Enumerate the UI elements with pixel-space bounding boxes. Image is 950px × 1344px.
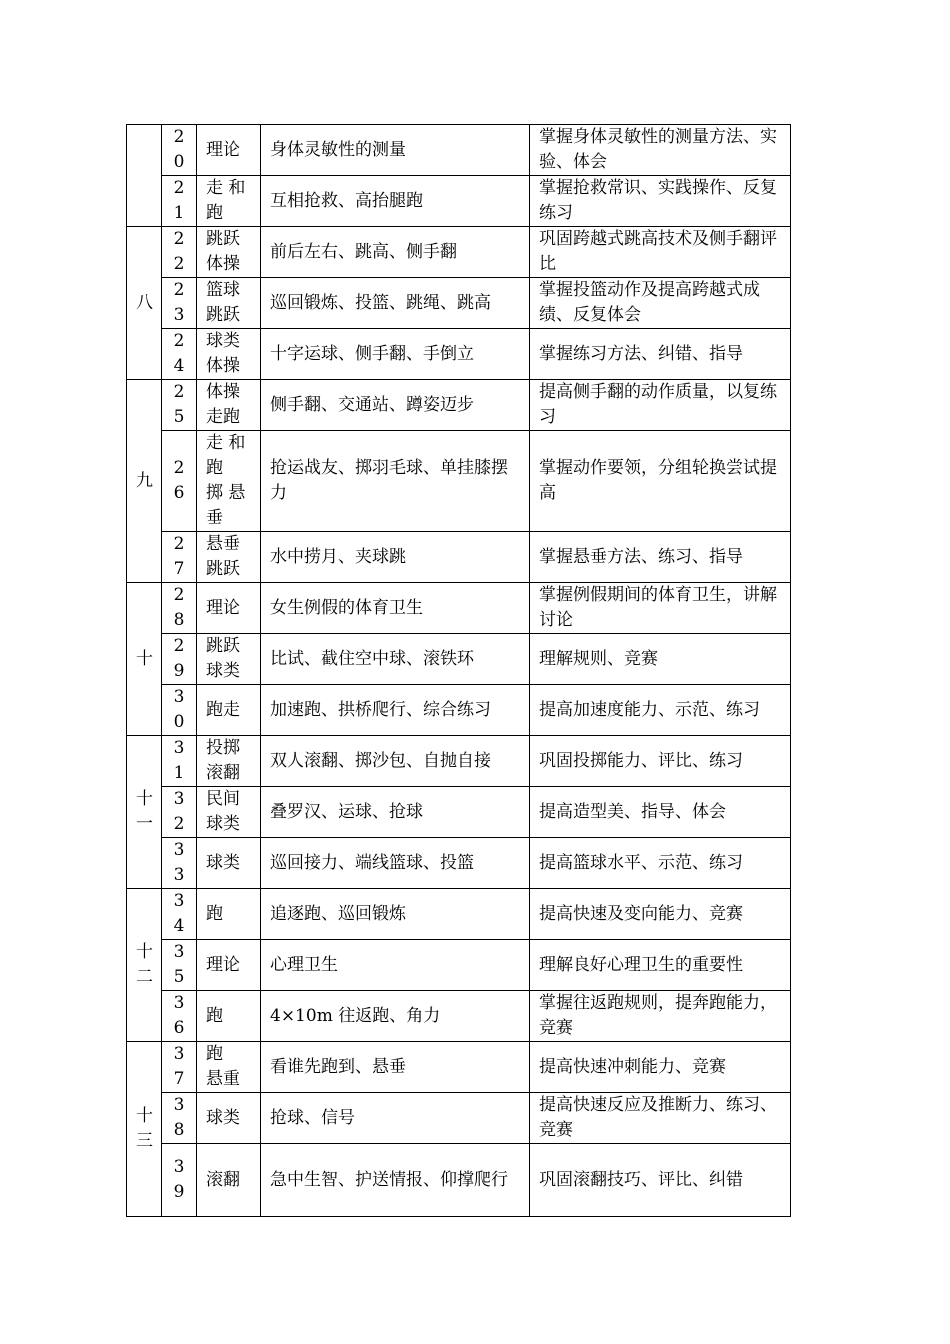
lesson-number: 2 0	[173, 127, 185, 172]
teaching-content-cell: 前后左右、跳高、侧手翻	[261, 227, 530, 278]
activity-type-cell	[197, 380, 261, 431]
activity-type-line: 跑	[206, 1044, 223, 1064]
lesson-number: 2 8	[173, 585, 185, 630]
lesson-number-cell	[162, 1042, 197, 1093]
teaching-content-cell: 比试、截住空中球、滚铁环	[261, 634, 530, 685]
table-row	[127, 838, 791, 889]
activity-type-line: 走跑	[206, 407, 240, 427]
table-row	[127, 634, 791, 685]
activity-type-line: 走 和	[206, 433, 246, 453]
activity-type-line: 悬垂	[206, 534, 240, 554]
teaching-content-cell: 4×10m 往返跑、角力	[261, 991, 530, 1042]
lesson-number: 2 2	[173, 229, 185, 274]
lesson-number-cell	[162, 1093, 197, 1144]
activity-type-cell	[197, 940, 261, 991]
teaching-requirement-cell: 提高造型美、指导、体会	[530, 787, 791, 838]
table-row	[127, 1042, 791, 1093]
teaching-content-cell: 巡回接力、端线篮球、投篮	[261, 838, 530, 889]
teaching-content-cell: 追逐跑、巡回锻炼	[261, 889, 530, 940]
lesson-number: 2 3	[173, 280, 185, 325]
activity-type-line: 掷 悬	[206, 483, 246, 503]
week-cell: 十三	[127, 1042, 162, 1217]
activity-type-cell	[197, 176, 261, 227]
table-row	[127, 736, 791, 787]
teaching-content-cell: 身体灵敏性的测量	[261, 125, 530, 176]
activity-type-line: 跳跃	[206, 559, 240, 579]
lesson-number-cell	[162, 787, 197, 838]
teaching-content-cell: 看谁先跑到、悬垂	[261, 1042, 530, 1093]
teaching-requirement-cell: 掌握往返跑规则，提奔跑能力，竞赛	[530, 991, 791, 1042]
activity-type-line: 篮球	[206, 280, 240, 300]
teaching-requirement-cell: 掌握抢救常识、实践操作、反复练习	[530, 176, 791, 227]
teaching-requirement-cell: 理解规则、竞赛	[530, 634, 791, 685]
activity-type-cell	[197, 1093, 261, 1144]
table-row	[127, 583, 791, 634]
lesson-number-cell	[162, 125, 197, 176]
teaching-content-cell: 抢球、信号	[261, 1093, 530, 1144]
activity-type-line: 跑	[206, 203, 223, 223]
table-row	[127, 889, 791, 940]
teaching-content-cell: 抢运战友、掷羽毛球、单挂膝摆力	[261, 431, 530, 532]
table-row	[127, 329, 791, 380]
week-cell: 十	[127, 583, 162, 736]
activity-type-cell	[197, 685, 261, 736]
teaching-content-cell: 叠罗汉、运球、抢球	[261, 787, 530, 838]
lesson-number: 3 0	[173, 687, 185, 732]
table-row	[127, 685, 791, 736]
activity-type-line: 球类	[206, 661, 240, 681]
teaching-requirement-cell: 提高篮球水平、示范、练习	[530, 838, 791, 889]
activity-type-line: 球类	[206, 331, 240, 351]
activity-type-line: 滚翻	[206, 1169, 240, 1190]
teaching-content-cell: 双人滚翻、掷沙包、自抛自接	[261, 736, 530, 787]
activity-type-line: 理论	[206, 597, 240, 618]
activity-type-line: 跑	[206, 1005, 223, 1026]
table-row	[127, 991, 791, 1042]
teaching-content-cell: 心理卫生	[261, 940, 530, 991]
lesson-number: 3 2	[173, 789, 185, 834]
lesson-number: 3 6	[173, 993, 185, 1038]
activity-type-line: 球类	[206, 1107, 240, 1128]
table-row	[127, 1144, 791, 1217]
activity-type-line: 体操	[206, 356, 240, 376]
activity-type-line: 跳跃	[206, 229, 240, 249]
teaching-requirement-cell: 巩固跨越式跳高技术及侧手翻评比	[530, 227, 791, 278]
week-cell: 十一	[127, 736, 162, 889]
teaching-requirement-cell: 提高快速及变向能力、竞赛	[530, 889, 791, 940]
table-row	[127, 532, 791, 583]
lesson-number-cell	[162, 583, 197, 634]
activity-type-cell	[197, 431, 261, 532]
table-row	[127, 1093, 791, 1144]
teaching-content-cell: 十字运球、侧手翻、手倒立	[261, 329, 530, 380]
table-row	[127, 176, 791, 227]
activity-type-line: 民间	[206, 789, 240, 809]
activity-type-line: 球类	[206, 814, 240, 834]
activity-type-cell	[197, 125, 261, 176]
lesson-number: 3 7	[173, 1044, 185, 1089]
lesson-number-cell	[162, 940, 197, 991]
table-row	[127, 125, 791, 176]
lesson-number-cell	[162, 838, 197, 889]
teaching-requirement-cell: 理解良好心理卫生的重要性	[530, 940, 791, 991]
activity-type-line: 悬重	[206, 1069, 240, 1089]
teaching-content-cell: 巡回锻炼、投篮、跳绳、跳高	[261, 278, 530, 329]
week-cell: 八	[127, 227, 162, 380]
week-cell: 十二	[127, 889, 162, 1042]
activity-type-line: 体操	[206, 254, 240, 274]
activity-type-line: 跑	[206, 903, 223, 924]
teaching-plan-table	[126, 124, 791, 1217]
lesson-number: 3 1	[173, 738, 185, 783]
activity-type-line: 跳跃	[206, 636, 240, 656]
activity-type-line: 跑	[206, 458, 223, 478]
teaching-requirement-cell: 提高快速反应及推断力、练习、竞赛	[530, 1093, 791, 1144]
week-cell	[127, 125, 162, 227]
activity-type-cell	[197, 227, 261, 278]
teaching-requirement-cell: 提高加速度能力、示范、练习	[530, 685, 791, 736]
lesson-number-cell	[162, 685, 197, 736]
activity-type-line: 理论	[206, 954, 240, 975]
activity-type-cell	[197, 1144, 261, 1217]
teaching-requirement-cell: 掌握动作要领，分组轮换尝试提高	[530, 431, 791, 532]
lesson-number: 2 5	[173, 382, 185, 427]
teaching-requirement-cell: 掌握练习方法、纠错、指导	[530, 329, 791, 380]
lesson-number-cell	[162, 991, 197, 1042]
activity-type-line: 跑走	[206, 699, 240, 720]
activity-type-line: 球类	[206, 852, 240, 873]
activity-type-cell	[197, 1042, 261, 1093]
lesson-number: 3 3	[173, 840, 185, 885]
table-row	[127, 787, 791, 838]
lesson-number: 2 1	[173, 178, 185, 223]
lesson-number-cell	[162, 278, 197, 329]
teaching-content-cell: 互相抢救、高抬腿跑	[261, 176, 530, 227]
lesson-number-cell	[162, 431, 197, 532]
lesson-number-cell	[162, 532, 197, 583]
lesson-number: 3 8	[173, 1095, 185, 1140]
teaching-content-cell: 女生例假的体育卫生	[261, 583, 530, 634]
activity-type-cell	[197, 736, 261, 787]
lesson-number-cell	[162, 736, 197, 787]
activity-type-line: 投掷	[206, 738, 240, 758]
activity-type-line: 跳跃	[206, 305, 240, 325]
teaching-requirement-cell: 巩固滚翻技巧、评比、纠错	[530, 1144, 791, 1217]
lesson-number: 2 9	[173, 636, 185, 681]
activity-type-line: 体操	[206, 382, 240, 402]
lesson-number: 3 9	[173, 1157, 185, 1202]
teaching-requirement-cell: 掌握例假期间的体育卫生，讲解讨论	[530, 583, 791, 634]
table-row	[127, 278, 791, 329]
teaching-requirement-cell: 掌握投篮动作及提高跨越式成绩、反复体会	[530, 278, 791, 329]
lesson-number: 3 5	[173, 942, 185, 987]
lesson-number-cell	[162, 1144, 197, 1217]
lesson-number-cell	[162, 380, 197, 431]
teaching-content-cell: 加速跑、拱桥爬行、综合练习	[261, 685, 530, 736]
teaching-requirement-cell: 掌握悬垂方法、练习、指导	[530, 532, 791, 583]
lesson-number: 2 7	[173, 534, 185, 579]
teaching-requirement-cell: 提高侧手翻的动作质量，以复练习	[530, 380, 791, 431]
table-row	[127, 940, 791, 991]
activity-type-cell	[197, 278, 261, 329]
activity-type-cell	[197, 532, 261, 583]
teaching-requirement-cell: 提高快速冲刺能力、竞赛	[530, 1042, 791, 1093]
week-cell: 九	[127, 380, 162, 583]
lesson-number-cell	[162, 176, 197, 227]
lesson-number: 3 4	[173, 891, 185, 936]
teaching-content-cell: 急中生智、护送情报、仰撑爬行	[261, 1144, 530, 1217]
activity-type-cell	[197, 329, 261, 380]
activity-type-cell	[197, 583, 261, 634]
teaching-content-cell: 水中捞月、夹球跳	[261, 532, 530, 583]
activity-type-cell	[197, 787, 261, 838]
activity-type-cell	[197, 889, 261, 940]
lesson-number: 2 4	[173, 331, 185, 376]
teaching-requirement-cell: 掌握身体灵敏性的测量方法、实验、体会	[530, 125, 791, 176]
lesson-number-cell	[162, 329, 197, 380]
teaching-content-cell: 侧手翻、交通站、蹲姿迈步	[261, 380, 530, 431]
activity-type-line: 走 和	[206, 178, 246, 198]
lesson-number: 2 6	[173, 458, 185, 503]
lesson-number-cell	[162, 889, 197, 940]
teaching-requirement-cell: 巩固投掷能力、评比、练习	[530, 736, 791, 787]
activity-type-cell	[197, 838, 261, 889]
activity-type-line: 理论	[206, 139, 240, 160]
activity-type-cell	[197, 634, 261, 685]
table-row	[127, 431, 791, 532]
table-row	[127, 227, 791, 278]
activity-type-line: 滚翻	[206, 763, 240, 783]
lesson-number-cell	[162, 634, 197, 685]
lesson-number-cell	[162, 227, 197, 278]
activity-type-line: 垂	[206, 508, 223, 528]
table-row	[127, 380, 791, 431]
activity-type-cell	[197, 991, 261, 1042]
